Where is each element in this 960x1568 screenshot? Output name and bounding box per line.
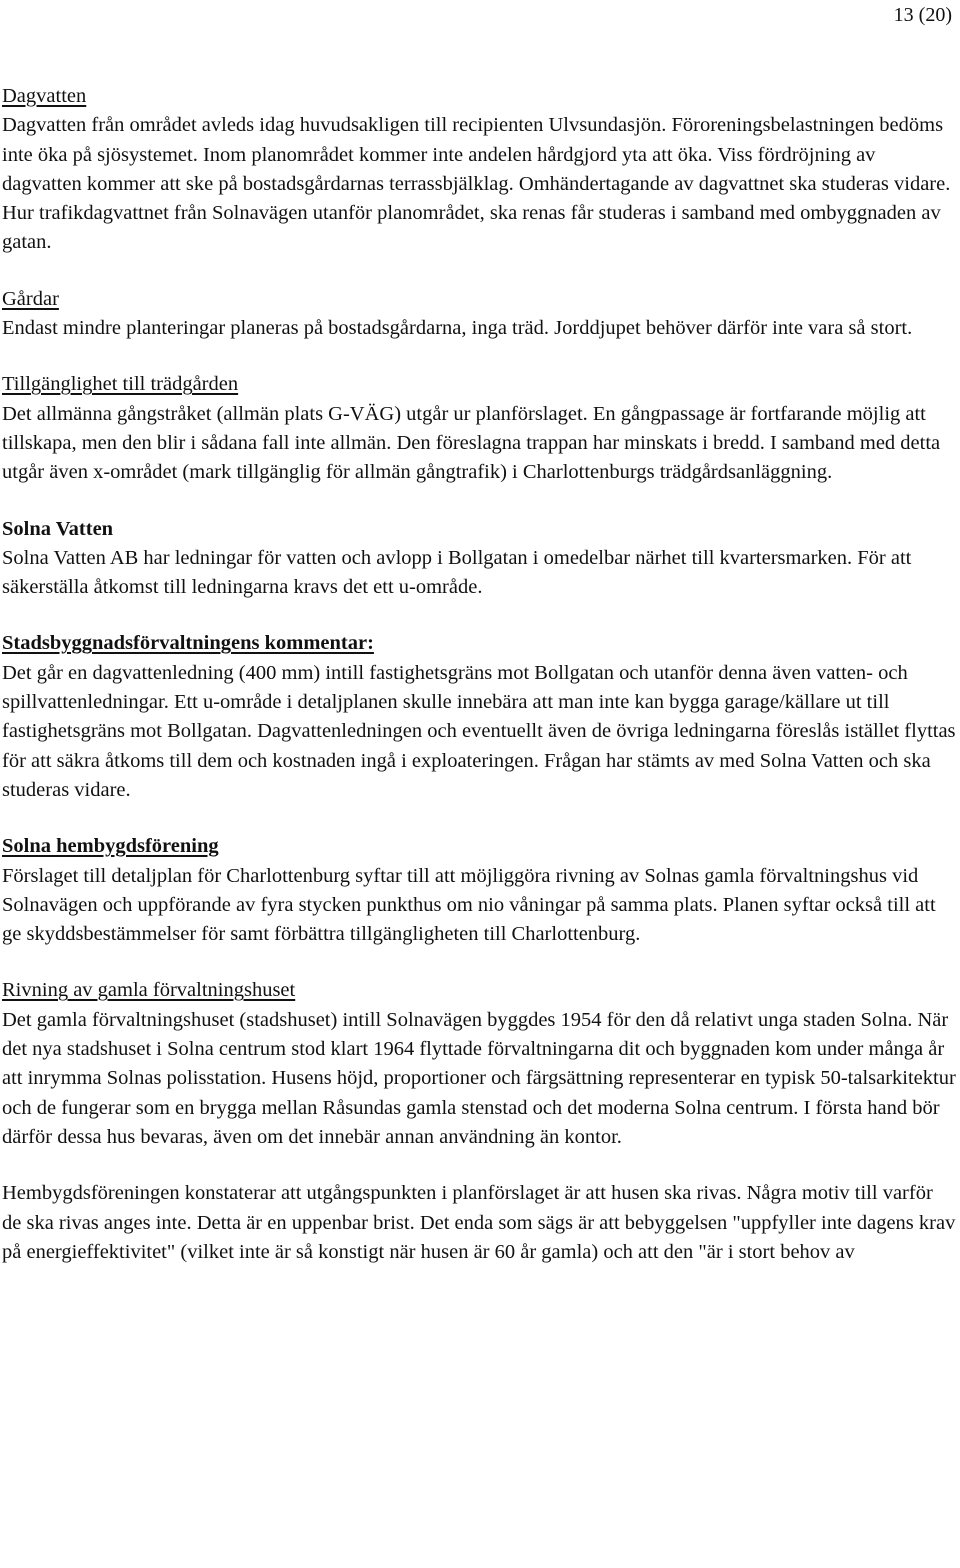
- section-solna-vatten: [2, 515, 957, 603]
- section-paragraph: Det går en dagvattenledning (400 mm) intill fastighetsgräns mot Bollgatan och utanför denna även vatten- och spillvattenledningar. Ett u-område i detaljplanen skulle innebära att man inte kan bygga garage/källare ut till fastighetsgräns mot Bollgatan. Dagvattenledningen och eventuellt även de övriga ledningarna föreslås istället flyttas för att säkra åtkoms till dem och kostnaden ingå i exploateringen. Frågan har stämts av med Solna Vatten och ska studeras vidare.: [2, 661, 956, 801]
- section-paragraph: Det gamla förvaltningshuset (stadshuset) intill Solnavägen byggdes 1954 för den då relativt unga staden Solna. När det nya stadshuset i Solna centrum stod klart 1964 flyttade förvaltningarna dit och byggnaden kom under många år att inrymma Solnas polisstation. Husens höjd, proportioner och färgsättning representerar en typisk 50-talsarkitektur och de fungerar som en brygga mellan Råsundas gamla stenstad och det moderna Solna centrum. I första hand bör därför dessa hus bevaras, även om det innebär annan användning än kontor.: [2, 1008, 956, 1148]
- section-paragraph: Solna Vatten AB har ledningar för vatten och avlopp i Bollgatan i omedelbar närhet till kvartersmarken. För att säkerställa åtkomst till ledningarna kravs det ett u-område.: [2, 546, 912, 599]
- section-heading: Gårdar: [2, 287, 59, 310]
- section-paragraph: Det allmänna gångstråket (allmän plats G-VÄG) utgår ur planförslaget. En gångpassage är fortfarande möjlig att tillskapa, men den blir i sådana fall inte allmän. Den föreslagna trappan har minskats i bredd. I samband med detta utgår även x-området (mark tillgänglig för allmän gångtrafik) i Charlottenburgs trädgårdsanläggning.: [2, 402, 941, 484]
- document-body: [2, 82, 957, 1294]
- section-heading: Solna Vatten: [2, 517, 114, 540]
- section-heading: Rivning av gamla förvaltningshuset: [2, 979, 296, 1002]
- section-hembygdsforening: [2, 832, 957, 949]
- section-konstaterar: [2, 1179, 957, 1267]
- section-gardar: [2, 285, 957, 344]
- section-paragraph: Dagvatten från området avleds idag huvudsakligen till recipienten Ulvsundasjön. Föroreningsbelastningen bedöms inte öka på sjösystemet. Inom planområdet kommer inte andelen hårdgjord yta att öka. Viss fördröjning av dagvatten kommer att ske på bostadsgårdarnas terrassbjälklag. Omhändertagande av dagvattnet ska studeras vidare. Hur trafikdagvattnet från Solnavägen utanför planområdet, ska renas får studeras i samband med ombyggnaden av gatan.: [2, 114, 951, 254]
- section-dagvatten: [2, 82, 957, 258]
- page-number: 13 (20): [893, 4, 952, 26]
- section-rivning: [2, 976, 957, 1152]
- section-paragraph: Förslaget till detaljplan för Charlottenburg syftar till att möjliggöra rivning av Solnas gamla förvaltningshus vid Solnavägen och uppförande av fyra stycken punkthus om nio våningar på samma plats. Planen syftar också till att ge skyddsbestämmelser för samt förbättra tillgängligheten till Charlottenburg.: [2, 864, 936, 946]
- section-paragraph: Endast mindre planteringar planeras på bostadsgårdarna, inga träd. Jorddjupet behöver därför inte vara så stort.: [2, 317, 913, 340]
- section-heading: Stadsbyggnadsförvaltningens kommentar:: [2, 632, 374, 655]
- section-kommentar: [2, 629, 957, 805]
- section-paragraph: Hembygdsföreningen konstaterar att utgångspunkten i planförslaget är att husen ska rivas. Några motiv till varför de ska rivas anges inte. Detta är en uppenbar brist. Det enda som sägs är att bebyggelsen "uppfyller inte dagens krav på energieffektivitet" (vilket inte är så konstigt när husen är 60 år gamla) och att den "är i stort behov av: [2, 1182, 956, 1263]
- section-heading: Dagvatten: [2, 85, 87, 107]
- section-heading: Solna hembygdsförening: [2, 835, 219, 858]
- section-tillganglighet: [2, 370, 957, 487]
- section-heading: Tillgänglighet till trädgården: [2, 373, 239, 396]
